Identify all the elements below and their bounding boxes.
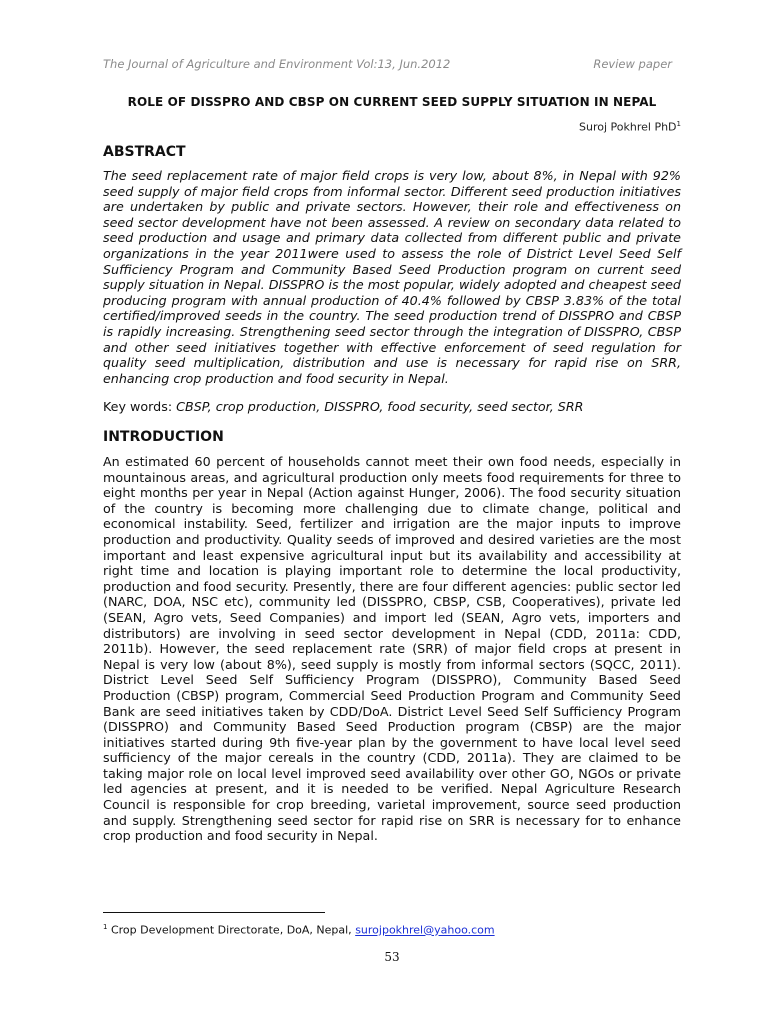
author-affiliation-mark: 1: [676, 120, 681, 128]
keywords-list: CBSP, crop production, DISSPRO, food security, seed sector, SRR: [176, 399, 584, 414]
journal-citation: The Journal of Agriculture and Environment Vol:13, Jun.2012: [103, 57, 451, 71]
author-name: Suroj Pokhrel PhD: [579, 120, 677, 134]
paper-type-label: Review paper: [593, 57, 672, 71]
page-number: 53: [384, 950, 400, 964]
footnote-text: Crop Development Directorate, DoA, Nepal,: [110, 923, 356, 937]
keywords-label: Key words: [103, 399, 168, 414]
abstract-heading: ABSTRACT: [103, 144, 186, 160]
footnote-mark: 1: [103, 923, 108, 931]
footnote: [103, 923, 495, 937]
footnote-divider: [103, 912, 325, 913]
author-email-link[interactable]: surojpokhrel@yahoo.com: [355, 923, 495, 937]
running-header: [103, 57, 681, 71]
paper-title: ROLE OF DISSPRO AND CBSP ON CURRENT SEED SUPPLY SITUATION IN NEPAL: [127, 95, 657, 109]
author-line: [579, 120, 681, 134]
introduction-heading: INTRODUCTION: [103, 429, 224, 445]
abstract-text: The seed replacement rate of major field crops is very low, about 8%, in Nepal with 92% seed supply of major field crops from informal sector. Different seed production initiatives are undertaken by public and private sectors. However, their role and effectiveness on seed sector development have not been assessed. A review on secondary data related to seed production and usage and primary data collected from different public and private organizations in the year 2011were used to assess the role of District Level Seed Self Sufficiency Program and Community Based Seed Production program on current seed supply situation in Nepal. DISSPRO is the most popular, widely adopted and cheapest seed producing program with annual production of 40.4% followed by CBSP 3.83% of the total certified/improved seeds in the country. The seed production trend of DISSPRO and CBSP is rapidly increasing. Strengthening seed sector through the integration of DISSPRO, CBSP and other seed initiatives together with effective enforcement of seed regulation for quality seed multiplication, distribution and use is necessary for rapid rise on SRR, enhancing crop production and food security in Nepal.: [103, 168, 681, 386]
introduction-text: An estimated 60 percent of households cannot meet their own food needs, especially in mountainous areas, and agricultural production only meets food requirements for three to eight months per year in Nepal (Action against Hunger, 2006). The food security situation of the country is becoming more challenging due to climate change, political and economical instability. Seed, fertilizer and irrigation are the major inputs to improve production and productivity. Quality seeds of improved and desired varieties are the most important and least expensive agricultural input but its availability and accessibility at right time and location is playing important role to determine the local productivity, production and food security. Presently, there are four different agencies: public sector led (NARC, DOA, NSC etc), community led (DISSPRO, CBSP, CSB, Cooperatives), private led (SEAN, Agro vets, Seed Companies) and import led (SEAN, Agro vets, importers and distributors) are involving in seed sector development in Nepal (CDD, 2011a: CDD, 2011b). However, the seed replacement rate (SRR) of major field crops at present in Nepal is very low (about 8%), seed supply is mostly from informal sectors (SQCC, 2011). District Level Seed Self Sufficiency Program (DISSPRO), Community Based Seed Production (CBSP) program, Commercial Seed Production Program and Community Seed Bank are seed initiatives taken by CDD/DoA. District Level Seed Self Sufficiency Program (DISSPRO) and Community Based Seed Production program (CBSP) are the major initiatives started during 9th five-year plan by the government to have local level seed sufficiency of the major cereals in the country (CDD, 2011a). They are claimed to be taking major role on local level improved seed availability over other GO, NGOs or private led agencies at present, and it is needed to be verified. Nepal Agriculture Research Council is responsible for crop breeding, varietal improvement, source seed production and supply. Strengthening seed sector for rapid rise on SRR is necessary for to enhance crop production and food security in Nepal.: [103, 454, 681, 844]
keywords-line: Key words: CBSP, crop production, DISSPRO, food security, seed sector, SRR: [103, 399, 584, 414]
